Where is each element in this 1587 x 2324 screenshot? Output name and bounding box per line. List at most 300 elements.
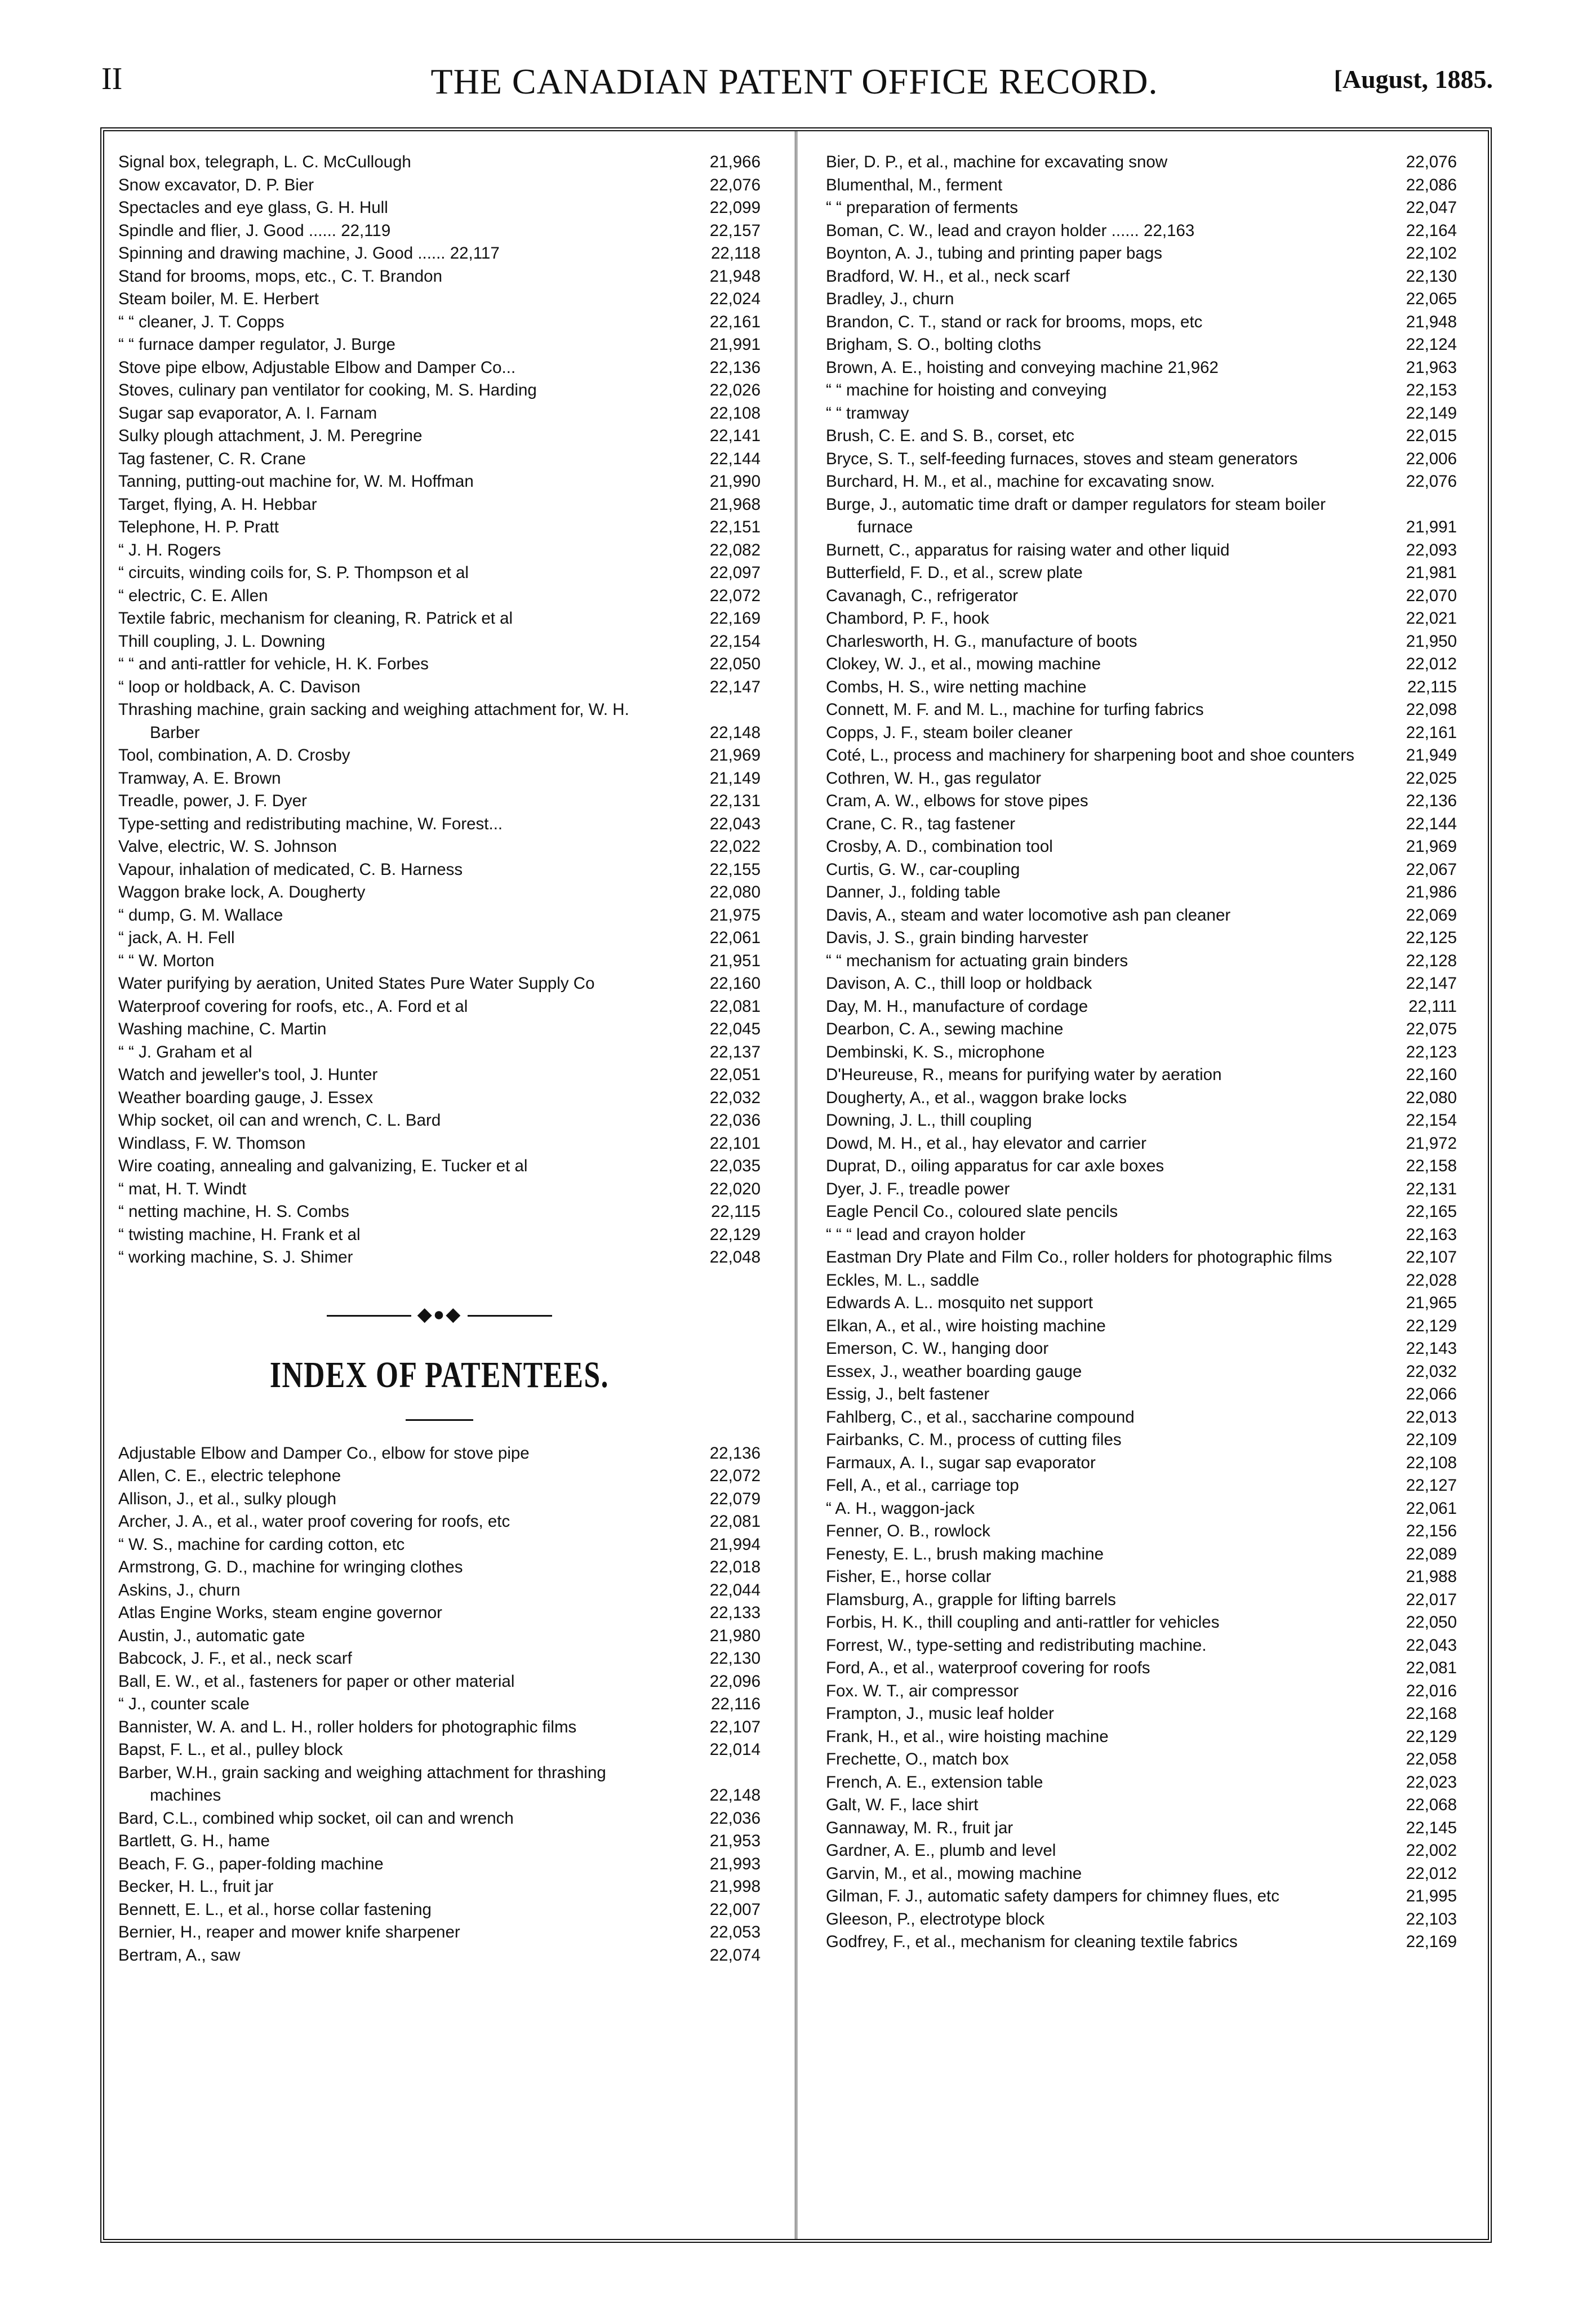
index-entry	[118, 1921, 761, 1944]
patent-number: 21,953	[709, 1832, 761, 1850]
index-entry	[826, 676, 1457, 699]
entry-text: Boynton, A. J., tubing and printing paper bags	[826, 244, 1162, 263]
patent-number: 22,127	[1406, 1476, 1457, 1495]
patent-number: 22,109	[1406, 1430, 1457, 1449]
patent-number: 22,047	[1406, 198, 1457, 217]
index-entry	[826, 1885, 1457, 1908]
patent-number: 21,994	[709, 1535, 761, 1554]
index-entry	[826, 744, 1457, 767]
patent-number: 22,017	[1406, 1590, 1457, 1609]
entry-text: Telephone, H. P. Pratt	[118, 518, 279, 536]
entry-text: Combs, H. S., wire netting machine	[826, 677, 1087, 696]
index-entry	[826, 1726, 1457, 1749]
entry-text: Duprat, D., oiling apparatus for car axle boxes	[826, 1157, 1164, 1175]
entry-text: Bier, D. P., et al., machine for excavating snow	[826, 153, 1168, 171]
entry-text: Essig, J., belt fastener	[826, 1385, 990, 1403]
entry-text: Curtis, G. W., car-coupling	[826, 860, 1020, 879]
entry-text: Brown, A. E., hoisting and conveying machine 21,962	[826, 358, 1219, 377]
index-entry	[826, 1771, 1457, 1794]
entry-text: “ J. H. Rogers	[118, 540, 221, 559]
patent-number: 21,981	[1406, 563, 1457, 582]
entry-text: “ W. S., machine for carding cotton, etc	[118, 1535, 405, 1554]
patent-number: 21,986	[1406, 883, 1457, 901]
entry-text: Textile fabric, mechanism for cleaning, R. Patrick et al	[118, 609, 513, 628]
entry-text: Brush, C. E. and S. B., corset, etc	[826, 426, 1075, 445]
patent-number: 22,066	[1406, 1385, 1457, 1403]
patent-number: 22,115	[710, 1202, 761, 1221]
patent-number: 22,032	[709, 1088, 761, 1107]
index-entry	[118, 1109, 761, 1132]
patent-number: 22,143	[1406, 1339, 1457, 1358]
index-entry	[826, 1931, 1457, 1954]
index-entry	[826, 1452, 1457, 1475]
index-entry	[826, 1337, 1457, 1361]
patent-number: 22,018	[709, 1558, 761, 1576]
patent-number: 22,102	[1406, 244, 1457, 263]
entry-text: Spinning and drawing machine, J. Good ...... 22,117	[118, 244, 500, 263]
entry-text: “ netting machine, H. S. Combs	[118, 1202, 349, 1221]
patent-number: 22,168	[1406, 1704, 1457, 1723]
entry-text: “ circuits, winding coils for, S. P. Thompson et al	[118, 563, 469, 582]
patent-number: 22,024	[709, 290, 761, 308]
patent-number: 22,076	[1406, 472, 1457, 491]
entry-text: Spectacles and eye glass, G. H. Hull	[118, 198, 388, 217]
patent-number: 22,086	[1406, 175, 1457, 194]
entry-text: Cram, A. W., elbows for stove pipes	[826, 792, 1088, 810]
patent-number: 22,123	[1406, 1042, 1457, 1061]
entry-text: Burnett, C., apparatus for raising water and other liquid	[826, 540, 1230, 559]
index-entry	[826, 1429, 1457, 1452]
index-entry	[118, 1853, 761, 1876]
patent-number: 22,045	[709, 1020, 761, 1038]
index-entry	[118, 1807, 761, 1830]
patent-number: 22,145	[1406, 1818, 1457, 1837]
index-entry	[118, 1018, 761, 1041]
entry-text: Davison, A. C., thill loop or holdback	[826, 974, 1092, 993]
patent-number: 21,950	[1406, 632, 1457, 651]
index-entry	[118, 1534, 761, 1557]
entry-text: Fell, A., et al., carriage top	[826, 1476, 1019, 1495]
patent-number: 22,075	[1406, 1020, 1457, 1038]
patent-number: 22,099	[709, 198, 761, 217]
entry-text: Brandon, C. T., stand or rack for brooms, mops, etc	[826, 312, 1203, 331]
entry-text: Tool, combination, A. D. Crosby	[118, 746, 350, 765]
entry-text: Archer, J. A., et al., water proof covering for roofs, etc	[118, 1512, 510, 1531]
entry-text: “ “ cleaner, J. T. Copps	[118, 312, 284, 331]
entry-text: Bennett, E. L., et al., horse collar fastening	[118, 1900, 432, 1919]
entry-text: Watch and jeweller's tool, J. Hunter	[118, 1065, 378, 1084]
entry-text: Boman, C. W., lead and crayon holder ...... 22,163	[826, 221, 1195, 240]
index-entry	[118, 972, 761, 996]
patent-number: 22,032	[1406, 1362, 1457, 1381]
index-entry	[826, 1064, 1457, 1087]
index-entry	[118, 1465, 761, 1488]
patentees-list-right	[826, 151, 1457, 1954]
patent-number: 22,050	[1406, 1613, 1457, 1632]
index-entry	[826, 813, 1457, 836]
index-entry	[826, 1361, 1457, 1384]
patent-number: 22,153	[1406, 381, 1457, 399]
index-entry	[118, 1876, 761, 1899]
index-entry	[826, 334, 1457, 357]
entry-text: Edwards A. L.. mosquito net support	[826, 1294, 1093, 1312]
entry-text: Butterfield, F. D., et al., screw plate	[826, 563, 1083, 582]
entry-text: Ball, E. W., et al., fasteners for paper or other material	[118, 1672, 515, 1691]
entry-text: Babcock, J. F., et al., neck scarf	[118, 1649, 352, 1668]
patent-number: 22,147	[709, 677, 761, 696]
entry-text: Dembinski, K. S., microphone	[826, 1042, 1045, 1061]
entry-text: Eckles, M. L., saddle	[826, 1270, 980, 1290]
entry-text: “ “ W. Morton	[118, 951, 215, 970]
index-entry	[118, 494, 761, 517]
entry-text: Tanning, putting-out machine for, W. M. Hoffman	[118, 472, 474, 491]
index-entry	[118, 950, 761, 973]
entry-text: Coté, L., process and machinery for sharpening boot and shoe counters	[826, 746, 1355, 765]
index-entry	[826, 1474, 1457, 1498]
patent-number: 22,133	[709, 1603, 761, 1622]
entry-text: Askins, J., churn	[118, 1580, 241, 1599]
patent-number: 22,108	[1406, 1453, 1457, 1472]
patent-number: 22,148	[709, 1786, 761, 1805]
index-entry	[826, 607, 1457, 630]
index-entry	[118, 1041, 761, 1064]
patent-number: 22,007	[709, 1900, 761, 1919]
patent-number: 22,107	[709, 1717, 761, 1736]
patent-number: 22,093	[1406, 540, 1457, 559]
entry-text: Tag fastener, C. R. Crane	[118, 449, 306, 468]
patent-number: 22,080	[1406, 1088, 1457, 1107]
index-entry	[826, 1863, 1457, 1886]
patent-number: 22,125	[1406, 928, 1457, 947]
index-entry	[118, 744, 761, 767]
right-column	[826, 151, 1457, 1954]
entry-text: Dougherty, A., et al., waggon brake locks	[826, 1088, 1127, 1107]
index-entry	[826, 197, 1457, 220]
entry-text: Target, flying, A. H. Hebbar	[118, 495, 317, 514]
entry-text: “ mat, H. T. Windt	[118, 1179, 247, 1198]
patent-number: 22,021	[1406, 609, 1457, 628]
entry-text: Vapour, inhalation of medicated, C. B. Harness	[118, 860, 463, 879]
index-entry	[118, 470, 761, 494]
entry-text: Type-setting and redistributing machine, W. Forest...	[118, 814, 503, 833]
entry-text: Ford, A., et al., waterproof covering for roofs	[826, 1659, 1150, 1677]
index-entry	[118, 1087, 761, 1110]
patent-number: 22,035	[709, 1157, 761, 1175]
index-entry	[826, 653, 1457, 676]
index-entry	[118, 1201, 761, 1224]
entry-text: Gannaway, M. R., fruit jar	[826, 1818, 1013, 1837]
entry-text: Whip socket, oil can and wrench, C. L. Bard	[118, 1111, 441, 1130]
index-entry	[826, 859, 1457, 882]
patent-number: 22,012	[1406, 1864, 1457, 1883]
index-entry	[118, 836, 761, 859]
index-entry	[118, 1442, 761, 1465]
patent-number: 22,164	[1406, 221, 1457, 240]
index-entry	[826, 1201, 1457, 1224]
heading-rule	[406, 1419, 473, 1421]
patent-number: 22,072	[709, 586, 761, 605]
entry-text: Frampton, J., music leaf holder	[826, 1704, 1054, 1723]
index-entry	[826, 630, 1457, 654]
index-entry	[118, 1716, 761, 1739]
index-entry	[826, 836, 1457, 859]
patent-number: 22,154	[709, 632, 761, 651]
patent-number: 22,013	[1406, 1407, 1457, 1427]
index-entry	[826, 1634, 1457, 1658]
patent-number: 22,016	[1406, 1681, 1457, 1700]
index-entry	[826, 174, 1457, 197]
entry-text: Windlass, F. W. Thomson	[118, 1134, 306, 1153]
entry-text: Fahlberg, C., et al., saccharine compound	[826, 1407, 1135, 1427]
entry-text: “ “ machine for hoisting and conveying	[826, 381, 1107, 399]
patent-number: 22,096	[709, 1672, 761, 1691]
entry-text: Waterproof covering for roofs, etc., A. Ford et al	[118, 997, 468, 1016]
entry-text: Connett, M. F. and M. L., machine for turfing fabrics	[826, 700, 1204, 719]
entry-text: “ “ and anti-rattler for vehicle, H. K. Forbes	[118, 655, 429, 673]
index-entry	[826, 379, 1457, 402]
patent-number: 22,101	[709, 1134, 761, 1153]
entry-text: “ “ mechanism for actuating grain binders	[826, 951, 1128, 970]
entry-text: Davis, J. S., grain binding harvester	[826, 928, 1088, 947]
patent-number: 22,136	[709, 358, 761, 377]
index-entry	[826, 1315, 1457, 1338]
index-entry	[826, 1383, 1457, 1406]
patent-number: 21,993	[709, 1854, 761, 1873]
index-entry	[118, 1064, 761, 1087]
entry-text: Steam boiler, M. E. Herbert	[118, 290, 319, 308]
patent-number: 21,990	[709, 472, 761, 491]
index-entry	[826, 1794, 1457, 1817]
index-entry	[826, 996, 1457, 1019]
patent-number: 22,050	[709, 655, 761, 673]
entry-text: Dearbon, C. A., sewing machine	[826, 1020, 1064, 1038]
index-entry	[826, 1498, 1457, 1521]
index-entry	[118, 220, 761, 243]
index-entry	[118, 311, 761, 334]
patent-number: 22,081	[709, 1512, 761, 1531]
patent-number: 22,022	[709, 837, 761, 856]
index-entry	[118, 197, 761, 220]
entry-text: Fenesty, E. L., brush making machine	[826, 1544, 1104, 1563]
patent-number: 22,161	[709, 312, 761, 331]
patent-number: 22,157	[709, 221, 761, 240]
patent-number: 22,107	[1406, 1248, 1457, 1267]
index-entry	[826, 288, 1457, 311]
index-entry	[826, 1269, 1457, 1292]
patent-number: 22,154	[1406, 1111, 1457, 1130]
index-entry	[118, 265, 761, 288]
patent-number: 21,969	[709, 746, 761, 765]
patent-number: 22,072	[709, 1467, 761, 1485]
entry-text: Emerson, C. W., hanging door	[826, 1339, 1049, 1358]
index-entry	[826, 1041, 1457, 1064]
patent-number: 22,026	[709, 381, 761, 399]
index-entry	[826, 722, 1457, 745]
entry-text: Downing, J. L., thill coupling	[826, 1111, 1032, 1130]
index-entry	[118, 585, 761, 608]
patent-number: 22,067	[1406, 860, 1457, 879]
entry-text: Forrest, W., type-setting and redistributing machine.	[826, 1636, 1207, 1655]
patent-number: 21,149	[709, 768, 761, 788]
entry-text: Stove pipe elbow, Adjustable Elbow and Damper Co...	[118, 358, 516, 377]
entry-text: French, A. E., extension table	[826, 1772, 1043, 1792]
patent-number: 22,089	[1406, 1544, 1457, 1563]
index-entry	[118, 1625, 761, 1648]
patent-number: 22,025	[1406, 768, 1457, 788]
entry-text: Farmaux, A. I., sugar sap evaporator	[826, 1453, 1096, 1472]
entry-text: Wire coating, annealing and galvanizing, E. Tucker et al	[118, 1157, 528, 1175]
entry-text: Weather boarding gauge, J. Essex	[118, 1088, 374, 1107]
patent-number: 22,002	[1406, 1841, 1457, 1860]
patent-number: 22,165	[1406, 1202, 1457, 1221]
patent-number: 22,136	[1406, 792, 1457, 810]
entry-text: Crosby, A. D., combination tool	[826, 837, 1053, 856]
index-entry	[826, 1703, 1457, 1726]
index-entry	[826, 1589, 1457, 1612]
entry-text: Eagle Pencil Co., coloured slate pencils	[826, 1202, 1118, 1221]
patent-number: 21,968	[709, 495, 761, 514]
patent-number: 22,043	[709, 814, 761, 833]
entry-text: Austin, J., automatic gate	[118, 1626, 305, 1645]
entry-text: Spindle and flier, J. Good ...... 22,119	[118, 221, 391, 240]
index-entry	[826, 950, 1457, 973]
page-title: THE CANADIAN PATENT OFFICE RECORD.	[430, 61, 1158, 101]
index-entry	[118, 425, 761, 448]
entry-text: Tramway, A. E. Brown	[118, 768, 281, 788]
index-entry	[118, 1224, 761, 1247]
patent-number: 22,012	[1406, 655, 1457, 673]
patent-number: 22,081	[1406, 1659, 1457, 1677]
patent-number: 22,148	[709, 723, 761, 742]
patent-number: 22,043	[1406, 1636, 1457, 1655]
index-entry	[826, 1748, 1457, 1771]
index-entry	[826, 470, 1457, 494]
index-entry	[118, 653, 761, 676]
patent-number: 22,061	[1406, 1499, 1457, 1518]
entry-text: Flamsburg, A., grapple for lifting barrels	[826, 1590, 1116, 1609]
index-entry	[826, 1109, 1457, 1132]
patent-number: 21,966	[709, 153, 761, 171]
patent-number: 22,079	[709, 1489, 761, 1508]
index-entry	[118, 1556, 761, 1579]
entry-text: “ “ tramway	[826, 403, 909, 423]
entry-text: Essex, J., weather boarding gauge	[826, 1362, 1082, 1381]
index-entry	[826, 1566, 1457, 1589]
entry-text: Frank, H., et al., wire hoisting machine	[826, 1727, 1109, 1746]
entry-text: Davis, A., steam and water locomotive ash pan cleaner	[826, 905, 1231, 925]
patent-number: 21,948	[709, 266, 761, 286]
patent-number: 22,158	[1406, 1157, 1457, 1175]
patent-number: 22,130	[709, 1649, 761, 1668]
index-entry	[118, 1602, 761, 1625]
entry-text: Eastman Dry Plate and Film Co., roller holders for photographic films	[826, 1248, 1332, 1267]
index-entry	[826, 1543, 1457, 1566]
patent-number: 22,118	[710, 244, 761, 263]
index-entry	[826, 1908, 1457, 1931]
index-entry	[826, 1611, 1457, 1634]
patent-number: 22,161	[1406, 723, 1457, 742]
entry-text: Brigham, S. O., bolting cloths	[826, 335, 1042, 354]
patent-number: 22,144	[709, 449, 761, 468]
patent-number: 22,137	[709, 1042, 761, 1061]
entry-text: Washing machine, C. Martin	[118, 1020, 327, 1038]
index-entry	[826, 881, 1457, 904]
index-entry	[118, 1246, 761, 1269]
index-entry	[118, 881, 761, 904]
index-entry	[826, 220, 1457, 243]
entry-text: Chambord, P. F., hook	[826, 609, 989, 628]
patent-number: 22,115	[1407, 677, 1457, 696]
entry-text: Bertram, A., saw	[118, 1945, 241, 1965]
patent-number: 22,169	[1406, 1932, 1457, 1951]
patent-number: 22,065	[1406, 290, 1457, 308]
index-entry	[118, 1739, 761, 1762]
patent-number: 22,103	[1406, 1909, 1457, 1928]
index-entry	[118, 1670, 761, 1694]
patent-number: 22,111	[1408, 997, 1457, 1016]
entry-text: “ jack, A. H. Fell	[118, 928, 235, 947]
entry-text: Stand for brooms, mops, etc., C. T. Brandon	[118, 266, 442, 286]
entry-text: “ “ preparation of ferments	[826, 198, 1019, 217]
entry-text: Frechette, O., match box	[826, 1750, 1009, 1768]
patent-number: 22,053	[709, 1923, 761, 1941]
index-entry	[826, 1178, 1457, 1201]
entry-text: Thrashing machine, grain sacking and weighing attachment for, W. H. Barber	[118, 700, 629, 742]
patent-number: 22,160	[1406, 1065, 1457, 1084]
entry-text: Danner, J., folding table	[826, 883, 1001, 901]
index-entry	[826, 562, 1457, 585]
index-entry	[118, 1762, 761, 1807]
entry-text: Bradford, W. H., et al., neck scarf	[826, 266, 1070, 286]
patent-number: 21,998	[709, 1877, 761, 1896]
index-entry	[826, 1680, 1457, 1703]
index-entry	[118, 516, 761, 539]
patent-number: 21,991	[1406, 518, 1457, 536]
entry-text: Stoves, culinary pan ventilator for cooking, M. S. Harding	[118, 381, 537, 399]
patent-number: 22,070	[1406, 586, 1457, 605]
entry-text: “ dump, G. M. Wallace	[118, 905, 283, 925]
patent-number: 22,044	[709, 1580, 761, 1599]
patent-number: 22,151	[709, 518, 761, 536]
entry-text: Fox. W. T., air compressor	[826, 1681, 1019, 1700]
entry-text: Cothren, W. H., gas regulator	[826, 768, 1042, 788]
patent-number: 21,951	[709, 951, 761, 970]
index-entry	[118, 859, 761, 882]
index-entry	[118, 288, 761, 311]
patent-number: 22,076	[709, 175, 761, 194]
patent-number: 22,074	[709, 1945, 761, 1965]
index-entry	[118, 334, 761, 357]
index-entry	[118, 242, 761, 265]
patent-number: 21,980	[709, 1626, 761, 1645]
index-entry	[826, 904, 1457, 927]
entry-text: Blumenthal, M., ferment	[826, 175, 1003, 194]
patent-number: 22,061	[709, 928, 761, 947]
index-entry	[118, 448, 761, 471]
index-entry	[826, 699, 1457, 722]
patent-number: 22,131	[1406, 1179, 1457, 1198]
patent-number: 22,015	[1406, 426, 1457, 445]
entry-text: Allen, C. E., electric telephone	[118, 1467, 341, 1485]
subject-index-list	[118, 151, 761, 1269]
index-entry	[826, 311, 1457, 334]
index-entry	[118, 790, 761, 813]
patent-number: 22,068	[1406, 1796, 1457, 1814]
entry-text: “ A. H., waggon-jack	[826, 1499, 975, 1518]
patent-number: 22,131	[709, 792, 761, 810]
patent-number: 21,949	[1406, 746, 1457, 765]
patent-number: 21,975	[709, 905, 761, 925]
